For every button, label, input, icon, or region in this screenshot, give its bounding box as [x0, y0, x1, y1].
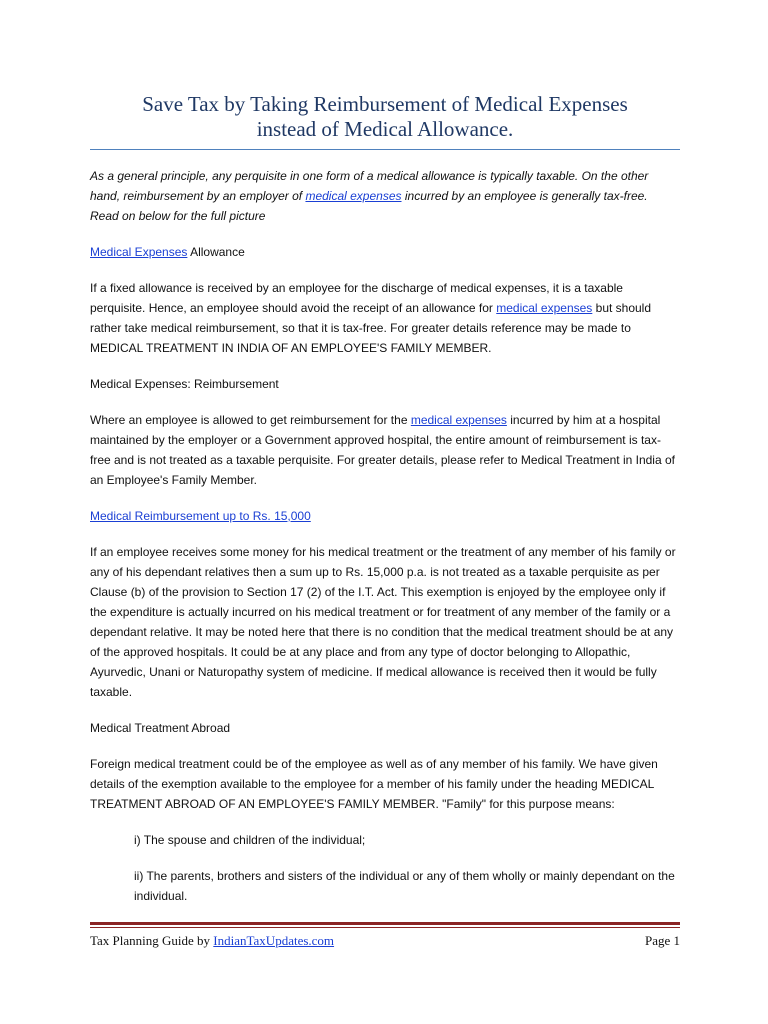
treatment-abroad-paragraph: Foreign medical treatment could be of the employee as well as of any member of his family. We have given details of the exemption available to the employee for a member of his family under the heading MEDICAL TREATMENT ABROAD OF AN EMPLOYEE'S FAMILY MEMBER. "Family" for this purpose means: — [90, 757, 658, 811]
section-heading-medical-expenses-link[interactable]: Medical Expenses — [90, 245, 188, 259]
page-title-line-2: instead of Medical Allowance. — [256, 117, 514, 141]
title-divider — [90, 149, 680, 150]
page-title-line-1: Save Tax by Taking Reimbursement of Medical Expenses — [142, 92, 628, 116]
reimbursement-medical-expenses-link[interactable]: medical expenses — [410, 413, 507, 427]
reimbursement-text-after: incurred by him at a hospital maintained by the employer or a Government approved hospital, the entire amount of reimbursement is tax-free and is not treated as a taxable perquisite. For greater details, please refer to Medical Treatment in India of an Employee's Family Member. — [90, 413, 675, 487]
intro-paragraph — [90, 166, 678, 226]
list-item: ii) The parents, brothers and sisters of the individual or any of them wholly or mainly dependant on the individual. — [134, 869, 675, 903]
list-item: i) The spouse and children of the individual; — [134, 833, 366, 847]
page-number: Page 1 — [644, 933, 680, 948]
reimbursement-limit-link[interactable]: Medical Reimbursement up to Rs. 15,000 — [90, 509, 311, 523]
section-heading-reimbursement-limit — [90, 506, 678, 526]
intro-medical-expenses-link[interactable]: medical expenses — [305, 189, 402, 203]
section-heading-reimbursement: Medical Expenses: Reimbursement — [90, 377, 279, 391]
reimbursement-paragraph — [90, 410, 678, 490]
allowance-paragraph — [90, 278, 678, 358]
document-body — [90, 166, 678, 922]
section-heading-treatment-abroad: Medical Treatment Abroad — [90, 721, 231, 735]
allowance-text-after: but should rather take medical reimbursement, so that it is tax-free. For greater details reference may be made to MEDICAL TREATMENT IN INDIA OF AN EMPLOYEE'S FAMILY MEMBER. — [90, 301, 652, 355]
section-heading-allowance — [90, 242, 678, 262]
section-heading-allowance-text: Allowance — [187, 245, 245, 259]
reimbursement-text-before: Where an employee is allowed to get reimbursement for the — [90, 413, 411, 427]
page-title — [90, 92, 680, 142]
footer-site-link[interactable]: IndianTaxUpdates.com — [213, 933, 335, 948]
footer-credit-text: Tax Planning Guide by — [90, 933, 214, 948]
footer-divider-thick — [90, 922, 680, 925]
intro-text-after: incurred by an employee is generally tax-free. Read on below for the full picture — [90, 189, 648, 223]
allowance-text-before: If a fixed allowance is received by an employee for the discharge of medical expenses, it is a taxable perquisite. Hence, an employee should avoid the receipt of an allowance for — [90, 281, 623, 315]
intro-text-before: As a general principle, any perquisite in one form of a medical allowance is typically taxable. On the other hand, reimbursement by an employer of — [90, 169, 649, 203]
footer-credit — [90, 932, 334, 950]
reimbursement-limit-paragraph: If an employee receives some money for his medical treatment or the treatment of any member of his family or any of his dependant relatives then a sum up to Rs. 15,000 p.a. is not treated as a taxable perquisite as per Clause (b) of the provision to Section 17 (2) of the I.T. Act. This exemption is enjoyed by the employee only if the expenditure is actually incurred on his medical treatment or for treatment of any member of the family or a dependant relative. It may be noted here that there is no condition that the medical treatment should be at any of the approved hospitals. It could be at any place and from any type of doctor belonging to Allopathic, Ayurvedic, Unani or Naturopathy system of medicine. If medical allowance is received then it would be fully taxable. — [90, 545, 676, 699]
allowance-medical-expenses-link[interactable]: medical expenses — [496, 301, 593, 315]
footer-divider-thin — [90, 927, 680, 928]
